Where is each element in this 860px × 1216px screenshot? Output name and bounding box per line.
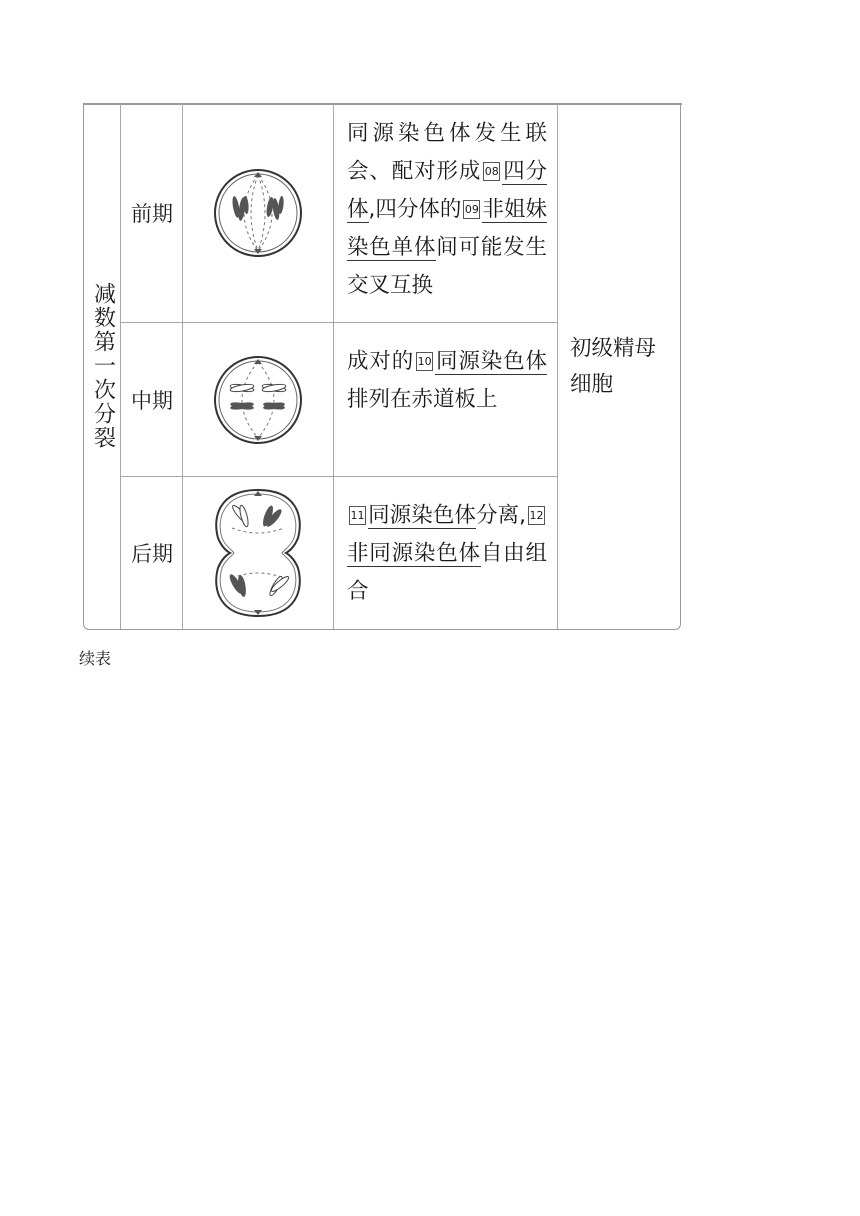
metaphase-cell-diagram-icon [183, 323, 333, 476]
desc-text: 间可能发生交叉互换 [347, 235, 547, 298]
blank-number: 12 [528, 506, 545, 525]
stage-label [84, 103, 121, 628]
answer-term: 同源染色体 [435, 349, 547, 374]
col-divider [333, 103, 334, 629]
desc-text: 同源染色体发生联会、配对形成 [347, 121, 547, 184]
desc-text: ,四分体的 [368, 197, 462, 222]
desc-text: 成对的 [347, 349, 415, 374]
phase-label-metaphase: 中期 [131, 388, 173, 413]
prophase-cell-diagram-icon [183, 103, 333, 322]
blank-number: 08 [483, 162, 500, 181]
description-anaphase [347, 497, 547, 611]
description-prophase [347, 115, 547, 305]
phase-label-prophase: 前期 [131, 201, 173, 226]
meiosis-table [83, 103, 681, 630]
answer-term: 同源染色体 [368, 503, 476, 528]
answer-term: 四分体 [347, 159, 547, 222]
stage-name: 减数第一次分裂 [90, 281, 116, 450]
cell-type: 初级精母细胞 [570, 336, 657, 397]
continued-label: 续表 [79, 649, 112, 668]
answer-term: 非姐妹染色单体 [347, 197, 547, 260]
description-metaphase [347, 343, 547, 419]
answer-term: 非同源染色体 [347, 541, 481, 566]
blank-number: 09 [463, 200, 480, 219]
blank-number: 10 [416, 352, 433, 371]
desc-text: 自由组合 [347, 541, 547, 604]
phase-label-anaphase: 后期 [131, 542, 173, 566]
desc-text: 分离, [475, 503, 526, 528]
col-divider [557, 103, 558, 629]
blank-number: 11 [349, 506, 366, 525]
anaphase-cell-diagram-icon [183, 477, 333, 629]
desc-text: 排列在赤道板上 [347, 387, 498, 412]
